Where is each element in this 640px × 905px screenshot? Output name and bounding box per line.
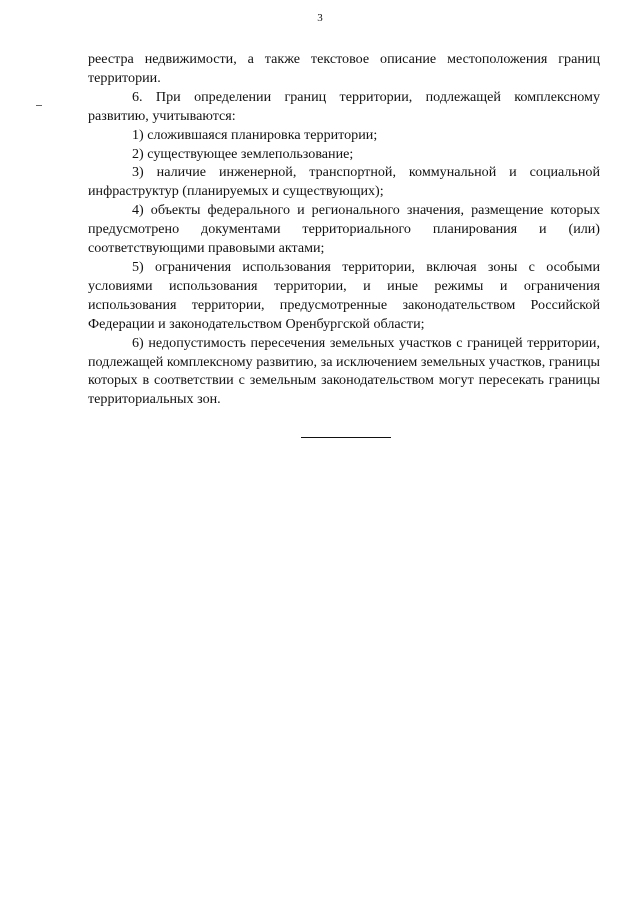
paragraph-continuation: реестра недвижимости, а также текстовое описание местоположения границ территории. — [88, 51, 600, 86]
page-number: 3 — [317, 12, 323, 24]
margin-mark — [36, 105, 42, 106]
list-item-5: 5) ограничения использования территории, включая зоны с особыми условиями использования территории, и иные режимы и ограничения использования территории, предусмотренные законодательством Российской Федерации и законодательством Оренбургской области; — [88, 258, 600, 332]
end-of-document-rule — [301, 437, 391, 438]
paragraph-item-6-intro: 6. При определении границ территории, подлежащей комплексному развитию, учитываются: — [88, 88, 600, 124]
document-body — [88, 50, 600, 409]
list-item-6: 6) недопустимость пересечения земельных участков с границей территории, подлежащей комплексному развитию, за исключением земельных участков, границы которых в соответствии с земельным законодательством могут пересекать границы территориальных зон. — [88, 334, 600, 408]
list-item-2: 2) существующее землепользование; — [132, 145, 354, 162]
list-item-1: 1) сложившаяся планировка территории; — [132, 126, 378, 143]
list-item-3: 3) наличие инженерной, транспортной, коммунальной и социальной инфраструктур (планируемых и существующих); — [88, 164, 600, 200]
list-item-4: 4) объекты федерального и регионального значения, размещение которых предусмотрено документами территориального планирования и (или) соответствующими правовыми актами; — [88, 202, 600, 257]
